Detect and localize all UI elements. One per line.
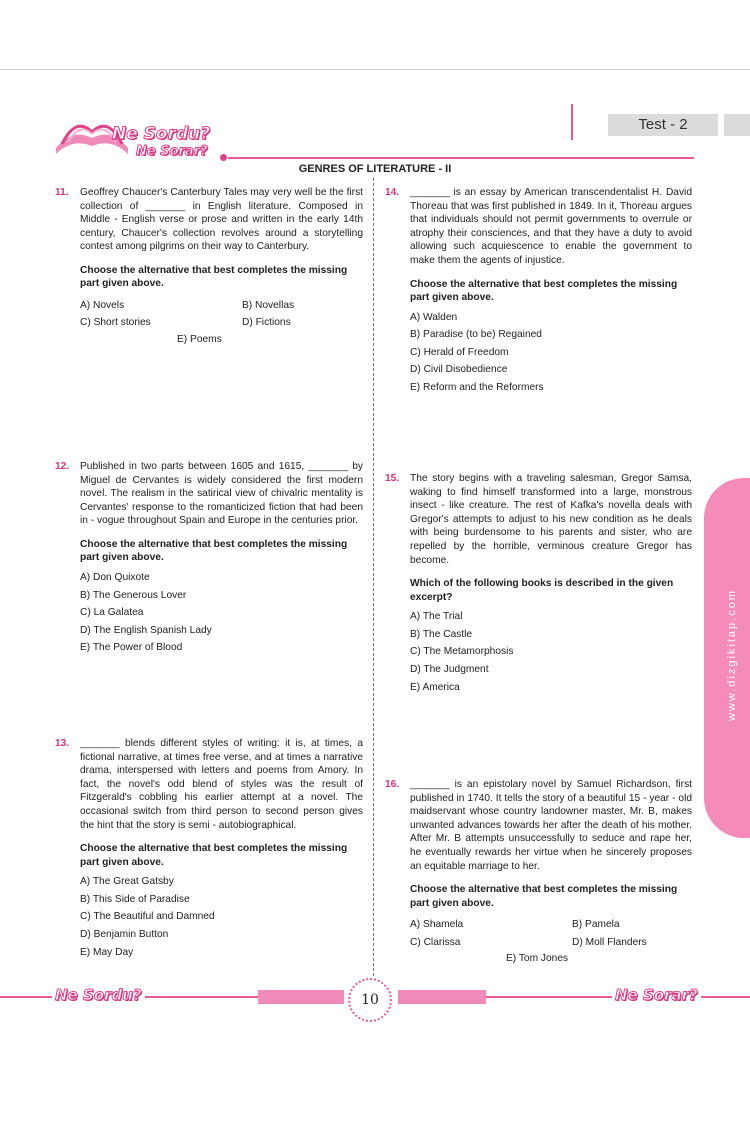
question-stem: _______ is an epistolary novel by Samuel Richardson, first published in 1740. It tells the story of a beautiful 15 - year - old maidservant whose country landowner master, Mr. B, makes unwanted advances towards her after the death of his mother. After Mr. B attempts unsuccessfully to seduce and rape her, he eventually rewards her virtue when he sincerely proposes an equitable marriage to her. bbox=[410, 779, 692, 872]
side-url: www.dizgikitap.com bbox=[726, 589, 738, 721]
option-a[interactable]: A) The Great Gatsby bbox=[80, 876, 174, 888]
options-list bbox=[410, 608, 692, 696]
option-b[interactable]: B) This Side of Paradise bbox=[80, 893, 190, 905]
header-rule bbox=[228, 157, 694, 159]
question-instruction: Choose the alternative that best completes the missing part given above. bbox=[80, 843, 348, 868]
option-c[interactable]: C) The Metamorphosis bbox=[410, 646, 514, 658]
question-12 bbox=[55, 460, 363, 657]
question-stem: The story begins with a traveling salesman, Gregor Samsa, waking to find himself transformed into a large, monstrous insect - like creature. The rest of Kafka's novella deals with Gregor's attempts to adjust to his new condition as he deals with being burdensome to his parents and sister, who are repelled by the horrible, verminous creature Gregor has become. bbox=[410, 473, 692, 566]
option-d[interactable]: D) The Judgment bbox=[410, 663, 489, 675]
question-11 bbox=[55, 186, 363, 348]
option-e[interactable]: E) May Day bbox=[80, 946, 134, 958]
option-b[interactable]: B) Novellas bbox=[242, 299, 295, 311]
question-number: 14. bbox=[385, 187, 400, 198]
question-stem: _______ blends different styles of writing: it is, at times, a fictional narrative, at times free verse, and at times a narrative drama, interspersed with letters and poems from Amory. In fact, the novel's odd blend of styles was the result of Fitzgerald's cobbling his earlier attempt at a novel. The occasional switch from third person to second person gives the hint that the story is semi - autobiographical. bbox=[80, 738, 363, 831]
option-b[interactable]: B) Pamela bbox=[572, 919, 620, 931]
options-grid bbox=[80, 297, 363, 332]
logo-text-top: Ne Sordu? bbox=[112, 124, 211, 144]
option-b[interactable]: B) The Generous Lover bbox=[80, 589, 187, 601]
logo bbox=[52, 108, 222, 168]
option-e[interactable]: E) Tom Jones bbox=[506, 953, 569, 965]
question-number: 12. bbox=[55, 461, 70, 472]
question-14 bbox=[385, 186, 692, 397]
header-dot bbox=[220, 154, 227, 161]
footer-logo-right: Ne Sorar? bbox=[612, 986, 701, 1004]
option-c[interactable]: C) Short stories bbox=[80, 317, 151, 329]
question-13 bbox=[55, 737, 363, 961]
question-instruction: Choose the alternative that best completes the missing part given above. bbox=[410, 884, 678, 909]
option-e[interactable]: E) Reform and the Reformers bbox=[410, 381, 544, 393]
option-a[interactable]: A) Walden bbox=[410, 311, 458, 323]
options-list bbox=[80, 873, 363, 961]
option-a[interactable]: A) Novels bbox=[80, 299, 125, 311]
question-number: 16. bbox=[385, 779, 400, 790]
logo-text-bottom: Ne Sorar? bbox=[136, 144, 208, 159]
page-number: 10 bbox=[348, 978, 392, 1022]
option-a[interactable]: A) Don Quixote bbox=[80, 571, 150, 583]
question-instruction: Choose the alternative that best completes the missing part given above. bbox=[80, 538, 348, 564]
test-label: Test - 2 bbox=[608, 114, 718, 136]
option-c[interactable]: C) La Galatea bbox=[80, 607, 144, 619]
option-a[interactable]: A) The Trial bbox=[410, 611, 463, 623]
footer-logo-left: Ne Sordu? bbox=[52, 986, 145, 1004]
option-d[interactable]: D) Benjamin Button bbox=[80, 928, 169, 940]
footer-bar-right bbox=[398, 990, 486, 1004]
option-b[interactable]: B) The Castle bbox=[410, 628, 473, 640]
question-stem: Geoffrey Chaucer's Canterbury Tales may very well be the first collection of _______ in English literature. Composed in Middle - English verse or prose and written in the early 14th century, Chaucer's collection revolves around a storytelling contest among pilgrims on their way to Canterbury. bbox=[80, 187, 363, 253]
question-instruction: Which of the following books is described in the given excerpt? bbox=[410, 578, 674, 603]
option-e[interactable]: E) America bbox=[410, 681, 460, 693]
section-title: GENRES OF LITERATURE - II bbox=[298, 163, 452, 175]
option-b[interactable]: B) Paradise (to be) Regained bbox=[410, 329, 542, 341]
option-d[interactable]: D) Fictions bbox=[242, 317, 291, 329]
question-instruction: Choose the alternative that best completes the missing part given above. bbox=[410, 278, 678, 304]
options-list bbox=[410, 309, 692, 397]
option-c[interactable]: C) Herald of Freedom bbox=[410, 346, 509, 358]
option-a[interactable]: A) Shamela bbox=[410, 919, 464, 931]
options-list bbox=[80, 569, 363, 657]
question-15 bbox=[385, 472, 692, 696]
option-c[interactable]: C) Clarissa bbox=[410, 936, 461, 948]
question-number: 11. bbox=[55, 187, 69, 198]
option-e[interactable]: E) The Power of Blood bbox=[80, 642, 183, 654]
option-e[interactable]: E) Poems bbox=[177, 333, 222, 345]
option-c[interactable]: C) The Beautiful and Damned bbox=[80, 911, 215, 923]
question-16 bbox=[385, 778, 692, 967]
question-stem: Published in two parts between 1605 and 1615, _______ by Miguel de Cervantes is widely considered the first modern novel. The realism in the satirical view of chivalric mentality is Cervantes' response to the romanticized fiction that had been in - vogue throughout Spain and Europe in the centuries prior. bbox=[80, 461, 363, 527]
options-grid bbox=[410, 916, 692, 951]
header-accent-line bbox=[571, 104, 573, 140]
footer-bar-left bbox=[258, 990, 344, 1004]
option-d[interactable]: D) The English Spanish Lady bbox=[80, 624, 212, 636]
option-d[interactable]: D) Moll Flanders bbox=[572, 936, 647, 948]
question-number: 13. bbox=[55, 738, 70, 749]
question-stem: _______ is an essay by American transcendentalist H. David Thoreau that was first published in 1849. In it, Thoreau argues that individuals should not permit governments to overrule or atrophy their consciences, and that they have a duty to avoid allowing such acquiescence to enable the government to make them the agents of injustice. bbox=[410, 187, 692, 266]
question-number: 15. bbox=[385, 473, 400, 484]
column-divider bbox=[373, 178, 374, 976]
top-rule bbox=[0, 69, 750, 70]
question-instruction: Choose the alternative that best completes the missing part given above. bbox=[80, 264, 348, 290]
test-label-tab bbox=[724, 114, 750, 136]
option-d[interactable]: D) Civil Disobedience bbox=[410, 364, 508, 376]
